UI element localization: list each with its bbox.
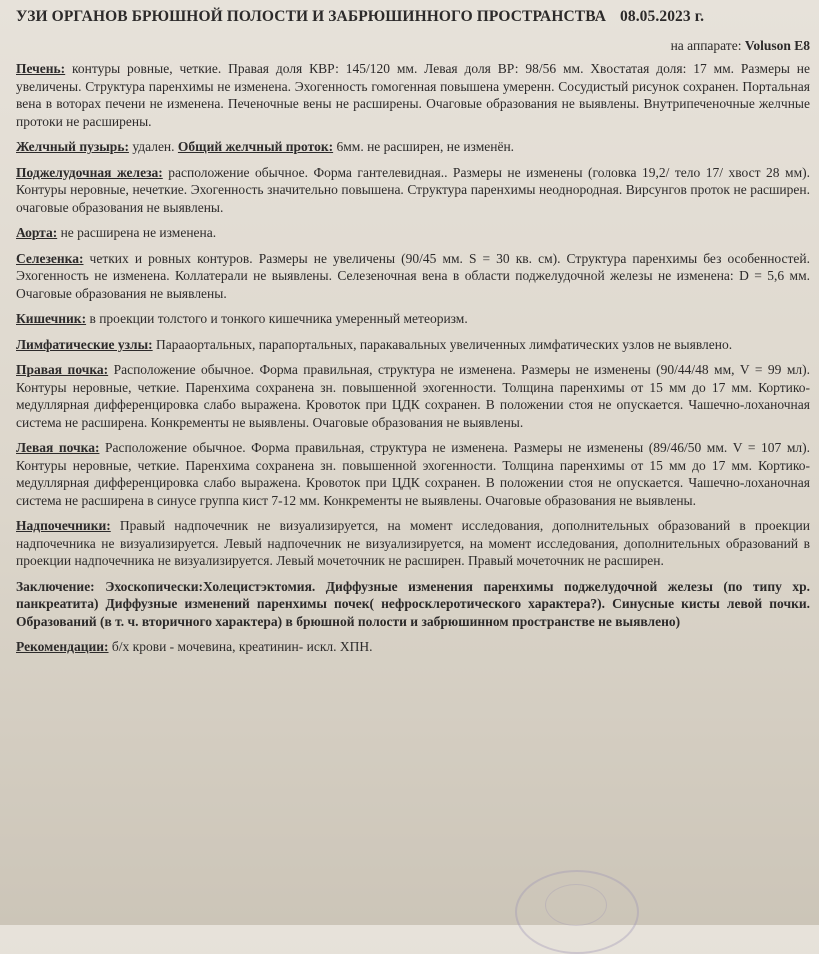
aorta-label: Аорта:: [16, 225, 58, 240]
right-kidney-text: Расположение обычное. Форма правильная, структура не изменена. Размеры не изменены (90/44/48 мм, V = 99 мл). Контуры неровные, четкие. Паренхима сохранена зн. повышенной эхогенности. Толщина паренхимы от 15 мм до 17 мм. Кортико-медуллярная дифференцировка слабо выражена. Кровоток при ЦДК сохранен. В положении стоя не опускается. Чашечно-лоханочная система не расширена. Конкременты не выявлены. Очаговые образования не выявлены.: [16, 362, 810, 430]
conclusion-label: Заключение:: [16, 578, 95, 594]
section-conclusion: [16, 578, 810, 631]
section-adrenals: [16, 517, 810, 570]
intestine-label: Кишечник:: [16, 311, 87, 326]
aorta-text: не расширена не изменена.: [57, 225, 217, 240]
pancreas-text: расположение обычное. Форма гантелевидная.. Размеры не изменены (головка 19,2/ тело 17/ хвост 28 мм). Контуры неровные, нечеткие. Эхогенность значительно повышена. Структура паренхимы неоднородная. Вирсунгов проток не расширен. очаговые образования не выявлены.: [16, 164, 810, 215]
liver-text: контуры ровные, четкие. Правая доля КВР: 145/120 мм. Левая доля ВР: 98/56 мм. Хвостатая доля: 17 мм. Размеры не увеличены. Структура паренхимы не изменена. Эхогенность гомогенная повышена умеренн. Сосудистый рисунок сохранен. Портальная вена в воторах печени не изменена. Печеночные вены не расширены. Очаговые образования не выявлены. Внутрипеченочные желчные протоки не расширены.: [16, 61, 810, 129]
spleen-text: четких и ровных контуров. Размеры не увеличены (90/45 мм. S = 30 кв. см). Структура паренхимы без особенностей. Эхогенность не изменена. Коллатерали не выявлены. Селезеночная вена в области поджелудочной железы не изменена: D = 5,6 мм. Очаговые образования не выявлены.: [16, 250, 810, 301]
report-page: [16, 6, 810, 664]
stamp-inner-mark: [545, 884, 607, 926]
report-date: 08.05.2023 г.: [620, 8, 705, 25]
liver-label: Печень:: [16, 61, 66, 76]
section-lymph-nodes: [16, 336, 810, 354]
pancreas-label: Поджелудочная железа:: [16, 164, 163, 180]
section-intestine: [16, 310, 810, 328]
left-kidney-label: Левая почка:: [16, 440, 100, 455]
left-kidney-text: Расположение обычное. Форма правильная, структура не изменена. Размеры не изменены (89/46/50 мм. V = 107 мл). Контуры неровные, четкие. Паренхима сохранена зн. повышенной эхогенности. Толщина паренхимы от 15 мм до 17 мм. Кортико-медуллярная дифференцировка слабо выражена. Кровоток при ЦДК сохранен. В положении стоя не опускается. Чашечно-лоханочная система не расширена в синусе группа кист 7-12 мм. Конкременты не выявлены. Очаговые образования не выявлены.: [16, 440, 810, 508]
section-aorta: [16, 224, 810, 242]
conclusion-text: Эхоскопически:Холецистэктомия. Диффузные изменения паренхимы поджелудочной железы (по типу хр. панкреатита) Диффузные изменений паренхимы почек( нефросклеротического характера?). Синусные кисты левой почки. Образований (в т. ч. вторичного характера) в брюшной полости и забрюшинном пространстве не выявлено): [16, 578, 810, 629]
gallbladder-text: удален.: [128, 139, 178, 154]
bile-duct-label: Общий желчный проток:: [177, 139, 334, 154]
section-liver: [16, 60, 810, 130]
device-name: Voluson E8: [744, 38, 810, 53]
section-recommendations: [16, 638, 810, 656]
recommendations-label: Рекомендации:: [16, 639, 109, 654]
spleen-label: Селезенка:: [16, 250, 84, 266]
report-title-line: [16, 6, 810, 26]
intestine-text: в проекции толстого и тонкого кишечника умеренный метеоризм.: [86, 311, 468, 326]
adrenals-label: Надпочечники:: [16, 518, 111, 533]
lymph-label: Лимфатические узлы:: [16, 336, 153, 352]
section-pancreas: [16, 164, 810, 217]
device-line: [16, 38, 810, 54]
device-prefix: на аппарате:: [670, 38, 742, 53]
section-gallbladder: [16, 138, 810, 156]
adrenals-text: Правый надпочечник не визуализируется, на момент исследования, дополнительных образований в проекции надпочечника не визуализируется. Левый надпочечник не визуализируется, на момент исследования, дополнительных образований в проекции надпочечника не визуализируется. Левый мочеточник не расширен. Правый мочеточник не расширен.: [16, 518, 810, 568]
gallbladder-label: Желчный пузырь:: [16, 139, 129, 154]
lymph-text: Парааортальных, парапортальных, паракавальных увеличенных лимфатических узлов не выявлено.: [152, 336, 733, 352]
section-left-kidney: [16, 439, 810, 509]
right-kidney-label: Правая почка:: [16, 362, 109, 377]
bile-duct-text: 6мм. не расширен, не изменён.: [333, 139, 515, 154]
report-title: УЗИ ОРГАНОВ БРЮШНОЙ ПОЛОСТИ И ЗАБРЮШИННОГО ПРОСТРАНСТВА: [16, 8, 606, 25]
section-right-kidney: [16, 361, 810, 431]
recommendations-text: б/х крови - мочевина, креатинин- искл. ХПН.: [108, 639, 373, 654]
section-spleen: [16, 250, 810, 303]
